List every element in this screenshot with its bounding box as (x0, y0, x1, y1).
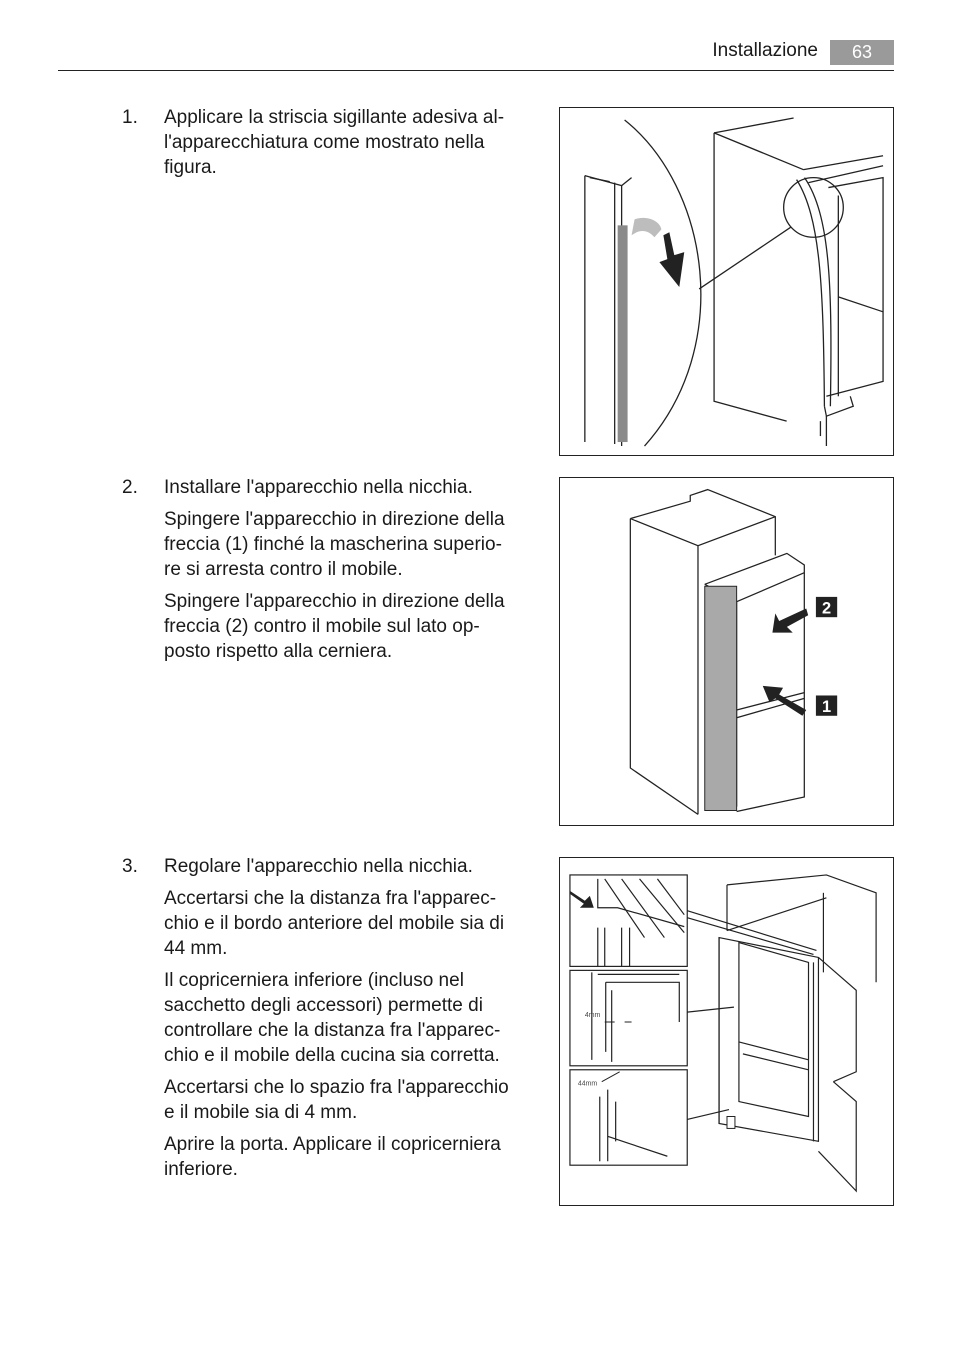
step-number: 1. (122, 107, 138, 128)
figure-push-appliance (559, 477, 894, 826)
step-1 (122, 105, 512, 187)
step-paragraph: Installare l'apparecchio nella nicchia. (164, 477, 473, 498)
step-number: 3. (122, 856, 138, 877)
step-number: 2. (122, 477, 138, 498)
seal-strip-illustration (560, 108, 893, 455)
step-paragraph: Regolare l'apparecchio nella nicchia. (164, 856, 473, 877)
step-paragraph: Spingere l'apparecchio in direzione della freccia (1) finché la mascherina superio- re si arresta contro il mobile. (164, 509, 505, 580)
label-44mm: 44mm (577, 1080, 598, 1088)
step-3 (122, 854, 512, 1189)
label-4mm: 4mm (584, 1012, 601, 1020)
step-paragraph: Applicare la striscia sigillante adesiva al- l'apparecchiatura come mostrato nella figura. (164, 107, 505, 178)
figure-adjust-distances (559, 857, 894, 1206)
callout-1: 1 (821, 697, 832, 716)
page-number-badge: 63 (830, 40, 894, 65)
header-section-title: Installazione (712, 40, 818, 61)
callout-2: 2 (821, 599, 832, 618)
step-2 (122, 475, 512, 671)
push-appliance-illustration (560, 478, 893, 825)
step-paragraph: Accertarsi che la distanza fra l'apparec- chio e il bordo anteriore del mobile sia di 44 mm. (164, 888, 505, 959)
step-paragraph: Accertarsi che lo spazio fra l'apparecchio e il mobile sia di 4 mm. (164, 1077, 509, 1123)
adjust-distances-illustration (560, 858, 893, 1205)
header-rule (58, 70, 894, 71)
step-paragraph: Aprire la porta. Applicare il copricerniera inferiore. (164, 1134, 501, 1180)
step-paragraph: Spingere l'apparecchio in direzione della freccia (2) contro il mobile sul lato op- posto rispetto alla cerniera. (164, 591, 505, 662)
figure-seal-strip (559, 107, 894, 456)
step-paragraph: Il copricerniera inferiore (incluso nel sacchetto degli accessori) permette di controllare che la distanza fra l'apparec- chio e il mobile della cucina sia corretta. (164, 970, 501, 1066)
